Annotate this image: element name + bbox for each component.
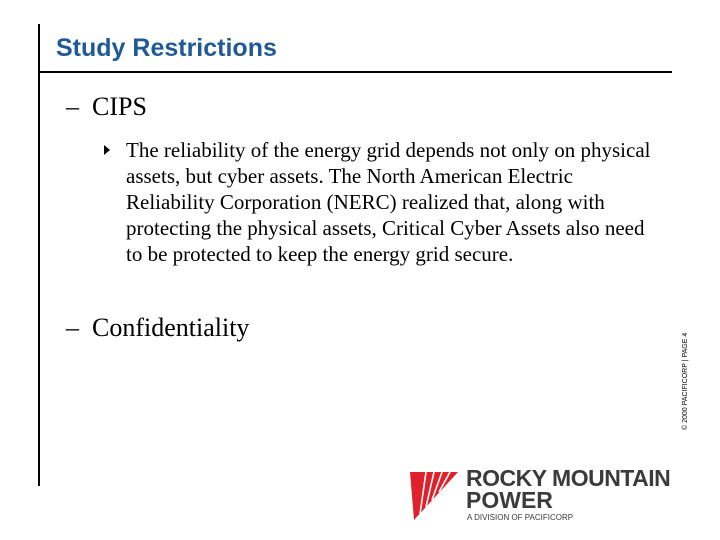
logo-mark-icon [410, 464, 472, 526]
dash-bullet: – [66, 92, 79, 121]
bullet-label: Confidentiality [92, 313, 250, 342]
logo-line-1: ROCKY MOUNTAIN [466, 465, 671, 491]
title-underline-rule [38, 71, 672, 73]
logo-line-2: POWER [466, 487, 553, 513]
subbullet-text: The reliability of the energy grid depends not only on physical assets, but cyber assets. The North American Electric Reliability Corporation (NERC) realized that, along with protecting the physical assets, Critical Cyber Assets also need to be protected to keep the energy grid secure. [126, 138, 651, 266]
dash-bullet: – [66, 313, 79, 342]
slide-title: Study Restrictions [56, 34, 277, 62]
triangle-bullet-icon [104, 145, 110, 155]
logo-tagline: A DIVISION OF PACIFICORP [467, 513, 574, 522]
copyright-notice: © 2000 PACIFICORP | PAGE 4 [682, 332, 689, 430]
bullet-cips [66, 92, 147, 122]
bullet-label: CIPS [92, 92, 147, 121]
rocky-mountain-power-logo [410, 464, 710, 530]
subbullet-cips-description [104, 137, 664, 267]
left-vertical-rule [38, 24, 40, 486]
bullet-confidentiality [66, 313, 249, 343]
